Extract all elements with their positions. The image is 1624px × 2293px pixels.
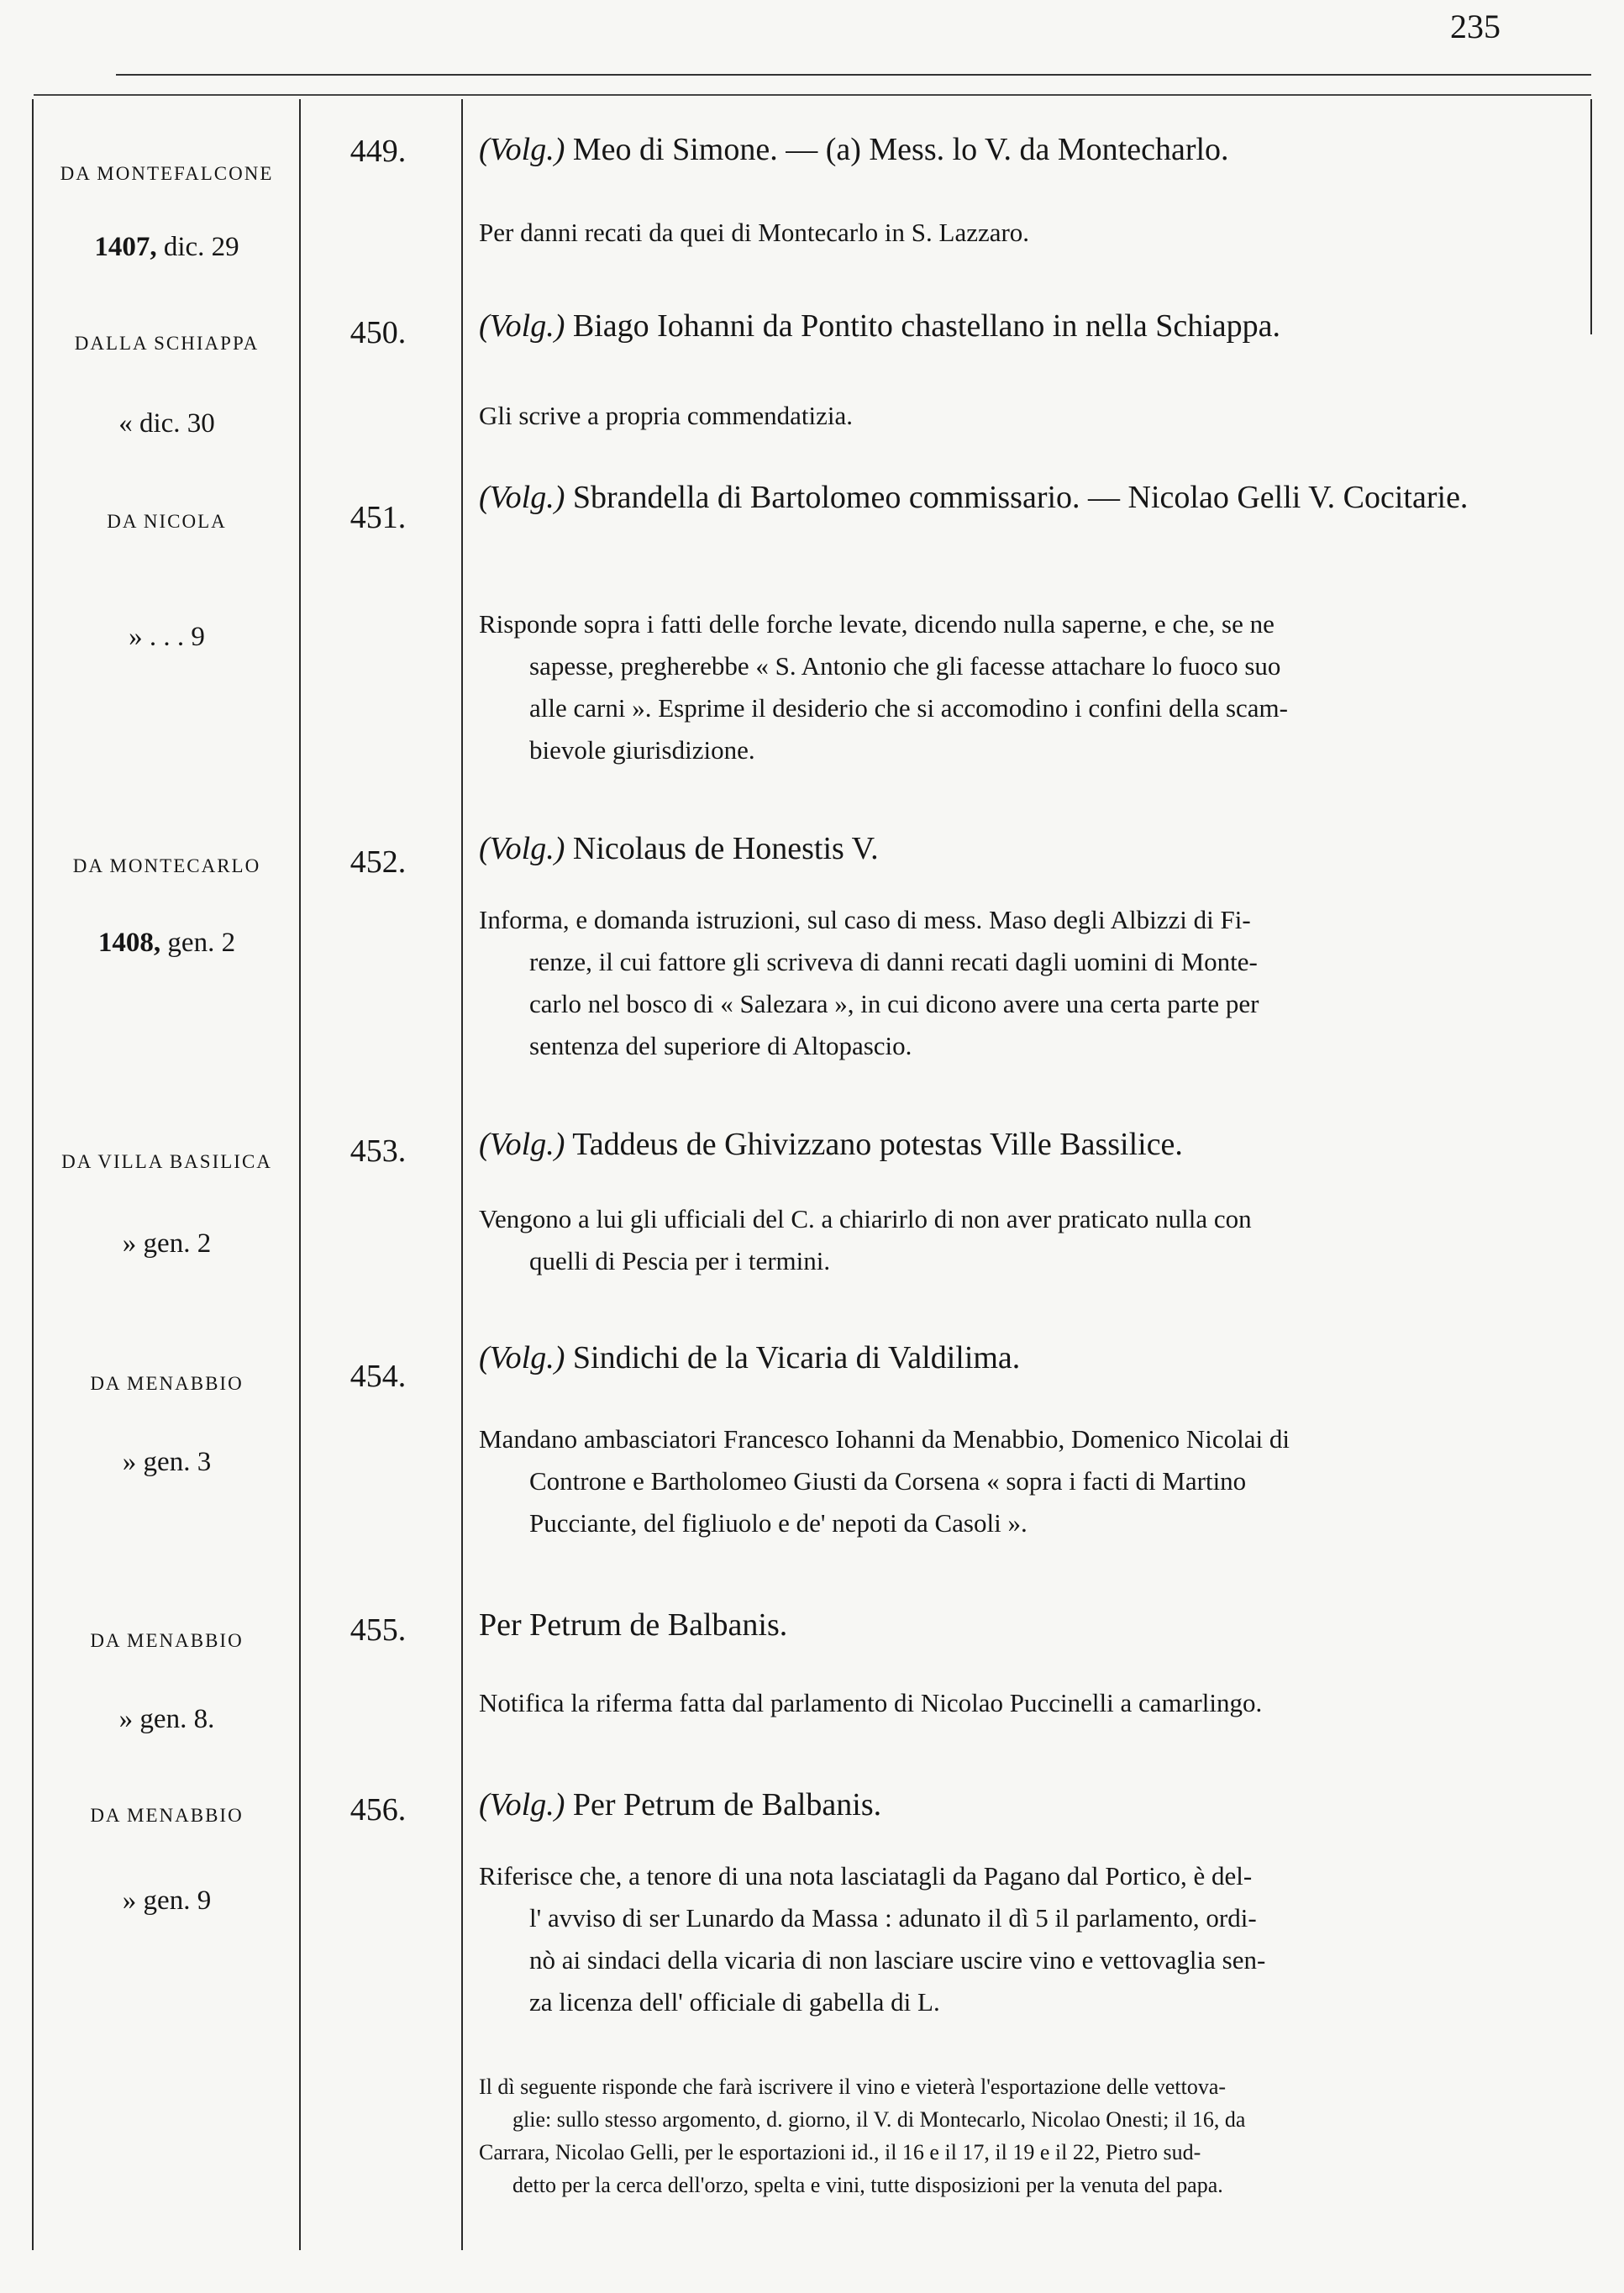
entry-date-rest: » gen. 8. [118, 1704, 215, 1734]
entry-place: DA MENABBIO [90, 1630, 244, 1651]
entry-summary-line: Per danni recati da quei di Montecarlo in S. Lazzaro. [479, 218, 1030, 247]
entry-summary [479, 395, 1579, 437]
entry-heading-text: Sindichi de la Vicaria di Valdilima. [565, 1340, 1021, 1375]
entry-summary-line: Controne e Bartholomeo Giusti da Corsena « sopra i facti di Martino [529, 1466, 1247, 1496]
entry-date-rest: « dic. 30 [118, 408, 215, 439]
entry-heading-prefix: (Volg.) [479, 480, 565, 515]
entry-place: DA VILLA BASILICA [61, 1151, 272, 1172]
entry-date-rest: » gen. 9 [122, 1885, 212, 1916]
entry-place: DA MONTECARLO [72, 855, 261, 876]
footnote-line: detto per la cerca dell'orzo, spelta e vini, tutte disposizioni per la venuta del papa. [512, 2173, 1223, 2197]
entry-date [39, 232, 295, 263]
entry-heading-text: Taddeus de Ghivizzano potestas Ville Bassilice. [565, 1127, 1183, 1162]
entry-heading [479, 1603, 1579, 1647]
entry-date [39, 622, 295, 653]
entry-summary-line: Risponde sopra i fatti delle forche levate, dicendo nulla saperne, e che, se ne [479, 609, 1274, 639]
header-rule [34, 94, 1591, 96]
entry-summary-line: sentenza del superiore di Altopascio. [529, 1031, 912, 1060]
entry-summary [479, 212, 1579, 254]
entry-heading [479, 1123, 1579, 1166]
entry-heading [479, 1783, 1579, 1827]
entry-date-rest: dic. 29 [163, 232, 239, 262]
entry-summary-line: za licenza dell' officiale di gabella di L. [529, 1987, 940, 2017]
entry-place: DA MENABBIO [90, 1805, 244, 1826]
footnote-line: glie: sullo stesso argomento, d. giorno, il V. di Montecarlo, Nicolao Onesti; il 16, da [512, 2107, 1246, 2132]
entry-date-rest: » . . . 9 [129, 622, 205, 652]
entry-summary-line: renze, il cui fattore gli scriveva di danni recati dagli uomini di Monte- [529, 947, 1258, 976]
entry-place: DA MONTEFALCONE [60, 163, 274, 184]
entry-place: DA NICOLA [107, 511, 227, 532]
entry-heading-text: Biago Iohanni da Pontito chastellano in nella Schiappa. [565, 308, 1281, 344]
entry-date [39, 1885, 295, 1917]
entry-date-rest: » gen. 3 [122, 1447, 212, 1477]
entry-place: DA MENABBIO [90, 1373, 244, 1394]
entry-summary-line: Pucciante, del figliuolo e de' nepoti da Casoli ». [529, 1508, 1027, 1538]
entry-summary [479, 1198, 1579, 1282]
entry-summary [479, 603, 1579, 771]
entry-heading-text: Nicolaus de Honestis V. [565, 831, 879, 866]
entry-date [39, 928, 295, 959]
column-rule-left [32, 99, 34, 2250]
page-number: 235 [1450, 8, 1500, 45]
entry-heading [479, 827, 1579, 870]
entry-heading-text: Per Petrum de Balbanis. [479, 1607, 788, 1643]
entry-date-year: 1407, [94, 232, 157, 262]
entry-heading-prefix: (Volg.) [479, 308, 565, 344]
entry-summary-line: Riferisce che, a tenore di una nota lasciatagli da Pagano dal Portico, è del- [479, 1861, 1253, 1891]
footnote [479, 2070, 1588, 2201]
entry-date-rest: gen. 2 [167, 928, 236, 958]
entry-summary-line: l' avviso di ser Lunardo da Massa : adunato il dì 5 il parlamento, ordi- [529, 1903, 1257, 1933]
entry-heading [479, 476, 1579, 519]
entry-summary-line: Informa, e domanda istruzioni, sul caso di mess. Maso degli Albizzi di Fi- [479, 905, 1251, 934]
entry-date-year: 1408, [97, 928, 161, 958]
entry-summary [479, 899, 1579, 1067]
entry-date [39, 1228, 295, 1260]
column-rule-number [461, 99, 463, 2250]
entry-summary-line: quelli di Pescia per i termini. [529, 1246, 831, 1275]
entry-heading-prefix: (Volg.) [479, 1340, 565, 1375]
entry-summary-line: carlo nel bosco di « Salezara », in cui dicono avere una certa parte per [529, 989, 1259, 1018]
entry-summary-line: Notifica la riferma fatta dal parlamento di Nicolao Puccinelli a camarlingo. [479, 1688, 1263, 1717]
entry-heading [479, 128, 1579, 171]
entry-summary [479, 1682, 1579, 1724]
entry-summary [479, 1418, 1579, 1544]
entry-number: 451. [350, 500, 407, 535]
entry-summary-line: Mandano ambasciatori Francesco Iohanni da Menabbio, Domenico Nicolai di [479, 1424, 1290, 1454]
entry-number: 453. [350, 1133, 407, 1169]
entry-place: DALLA SCHIAPPA [74, 333, 260, 354]
entry-date [39, 1704, 295, 1735]
entry-summary-line: bievole giurisdizione. [529, 735, 755, 765]
entry-date [39, 1447, 295, 1478]
footnote-line: Il dì seguente risponde che farà iscrivere il vino e vieterà l'esportazione delle vettova- [479, 2075, 1227, 2099]
footnote-line: Carrara, Nicolao Gelli, per le esportazioni id., il 16 e il 17, il 19 e il 22, Pietro sud- [479, 2140, 1201, 2164]
entry-summary-line: Vengono a lui gli ufficiali del C. a chiarirlo di non aver praticato nulla con [479, 1204, 1252, 1233]
entry-heading-prefix: (Volg.) [479, 831, 565, 866]
entry-heading-prefix: (Volg.) [479, 1127, 565, 1162]
entry-number: 450. [350, 315, 407, 350]
top-rule [116, 74, 1591, 76]
entry-heading-text: Per Petrum de Balbanis. [565, 1787, 882, 1822]
entry-heading-prefix: (Volg.) [479, 132, 565, 167]
entry-summary-line: sapesse, pregherebbe « S. Antonio che gli facesse attachare lo fuoco suo [529, 651, 1281, 681]
entry-number: 454. [350, 1359, 407, 1394]
entry-number: 452. [350, 844, 407, 880]
entry-heading [479, 304, 1579, 348]
entry-number: 455. [350, 1612, 407, 1648]
entry-summary-line: Gli scrive a propria commendatizia. [479, 401, 854, 430]
entry-number: 449. [350, 134, 407, 169]
entry-heading-text: Sbrandella di Bartolomeo commissario. — Nicolao Gelli V. Cocitarie. [565, 480, 1469, 515]
entry-summary-line: nò ai sindaci della vicaria di non lasciare uscire vino e vettovaglia sen- [529, 1945, 1266, 1975]
entry-summary-line: alle carni ». Esprime il desiderio che si accomodino i confini della scam- [529, 693, 1288, 723]
entry-date [39, 408, 295, 439]
entry-summary [479, 1855, 1579, 2023]
entry-heading-prefix: (Volg.) [479, 1787, 565, 1822]
entry-date-rest: » gen. 2 [122, 1228, 212, 1259]
entry-heading-text: Meo di Simone. — (a) Mess. lo V. da Montecharlo. [565, 132, 1229, 167]
column-rule-right [1590, 99, 1592, 334]
entry-heading [479, 1336, 1579, 1380]
column-rule-date [299, 99, 301, 2250]
entry-number: 456. [350, 1792, 407, 1828]
